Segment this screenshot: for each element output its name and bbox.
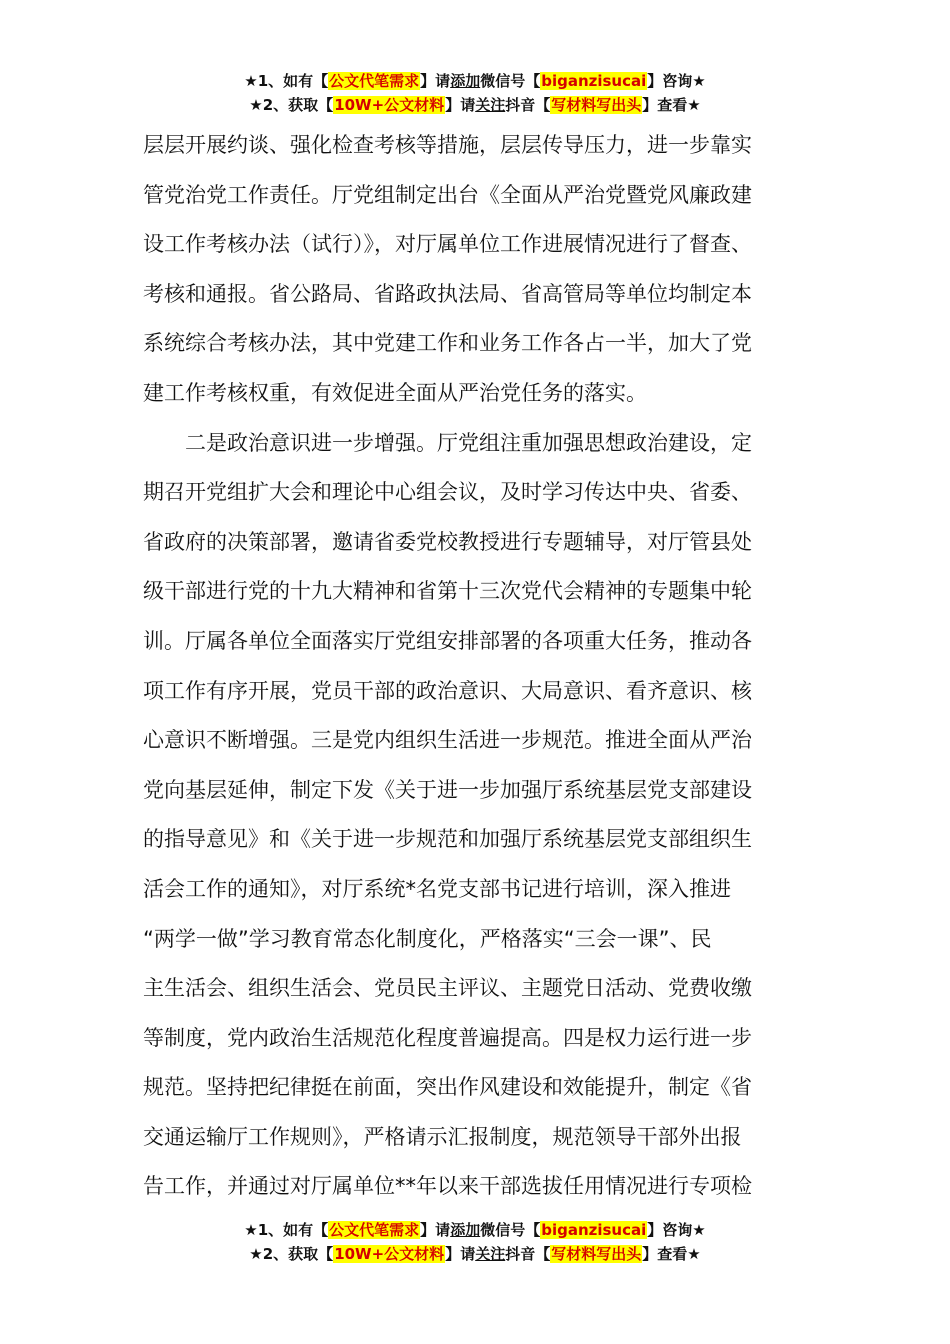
banner-highlight: 10W+公文材料 [334, 1245, 445, 1263]
body-line: 建工作考核权重，有效促进全面从严治党任务的落实。 [143, 380, 647, 405]
banner-text: 抖音【 [505, 96, 551, 114]
body-line: 规范。坚持把纪律挺在前面，突出作风建设和效能提升，制定《省 [143, 1075, 752, 1100]
banner-text: ★1、如有【 [244, 72, 329, 90]
banner-text: 】查看★ [642, 96, 701, 114]
body-line: 管党治党工作责任。厅党组制定出台《全面从严治党暨党风廉政建 [143, 182, 752, 207]
banner-highlight: 公文代笔需求 [329, 72, 420, 90]
body-line: 训。厅属各单位全面落实厅党组安排部署的各项重大任务，推动各 [143, 628, 752, 653]
body-line: 系统综合考核办法，其中党建工作和业务工作各占一半，加大了党 [143, 331, 752, 356]
body-line: 设工作考核办法（试行）》，对厅属单位工作进展情况进行了督查、 [143, 232, 752, 257]
banner-line-1 [0, 1218, 950, 1242]
body-line: 的指导意见》和《关于进一步规范和加强厅系统基层党支部组织生 [143, 827, 752, 852]
banner-text: 】请 [445, 1245, 476, 1263]
body-line: 党向基层延伸，制定下发《关于进一步加强厅系统基层党支部建设 [143, 777, 752, 802]
body-line: “两学一做”学习教育常态化制度化，严格落实“三会一课”、民 [143, 926, 712, 951]
banner-underlined-text: 关注 [475, 96, 506, 114]
body-line: 项工作有序开展，党员干部的政治意识、大局意识、看齐意识、核 [143, 678, 752, 703]
body-line: 考核和通报。省公路局、省路政执法局、省高管局等单位均制定本 [143, 281, 752, 306]
body-line: 级干部进行党的十九大精神和省第十三次党代会精神的专题集中轮 [143, 579, 752, 604]
banner-text: 】查看★ [642, 1245, 701, 1263]
banner-highlight: 10W+公文材料 [334, 96, 445, 114]
banner-text: 】请 [420, 1221, 451, 1239]
banner-text: 微信号【 [480, 1221, 541, 1239]
body-line: 二是政治意识进一步增强。厅党组注重加强思想政治建设，定 [143, 430, 752, 455]
banner-text: 】请 [445, 96, 476, 114]
banner-underlined-text: 添加 [450, 1221, 481, 1239]
banner-highlight-wechat-id: biganzisucai [541, 72, 647, 90]
banner-text: 】咨询★ [647, 1221, 706, 1239]
banner-line-2 [0, 1242, 950, 1266]
banner-text: 】请 [420, 72, 451, 90]
banner-text: ★2、获取【 [249, 96, 334, 114]
banner-text: ★1、如有【 [244, 1221, 329, 1239]
body-line: 层层开展约谈、强化检查考核等措施，层层传导压力，进一步靠实 [143, 133, 752, 157]
banner-line-2 [0, 93, 950, 117]
body-line: 交通运输厅工作规则》，严格请示汇报制度，规范领导干部外出报 [143, 1124, 742, 1149]
body-line: 主生活会、组织生活会、党员民主评议、主题党日活动、党费收缴 [143, 976, 752, 1001]
body-line: 省政府的决策部署，邀请省委党校教授进行专题辅导，对厅管县处 [143, 529, 752, 554]
banner-line-1 [0, 69, 950, 93]
banner-text: 微信号【 [480, 72, 541, 90]
body-line: 告工作，并通过对厅属单位**年以来干部选拔任用情况进行专项检 [143, 1174, 752, 1199]
banner-text: 抖音【 [505, 1245, 551, 1263]
document-body [143, 121, 823, 1212]
banner-text: ★2、获取【 [249, 1245, 334, 1263]
banner-highlight-wechat-id: biganzisucai [541, 1221, 647, 1239]
body-line: 心意识不断增强。三是党内组织生活进一步规范。推进全面从严治 [143, 728, 752, 753]
banner-highlight: 公文代笔需求 [329, 1221, 420, 1239]
banner-highlight-douyin: 写材料写出头 [551, 1245, 642, 1263]
header-banner [0, 69, 950, 117]
banner-underlined-text: 添加 [450, 72, 481, 90]
footer-banner [0, 1218, 950, 1266]
body-line: 等制度，党内政治生活规范化程度普遍提高。四是权力运行进一步 [143, 1025, 752, 1050]
banner-underlined-text: 关注 [475, 1245, 506, 1263]
banner-text: 】咨询★ [647, 72, 706, 90]
body-line: 期召开党组扩大会和理论中心组会议，及时学习传达中央、省委、 [143, 480, 752, 505]
body-line: 活会工作的通知》，对厅系统*名党支部书记进行培训，深入推进 [143, 876, 731, 901]
banner-highlight-douyin: 写材料写出头 [551, 96, 642, 114]
